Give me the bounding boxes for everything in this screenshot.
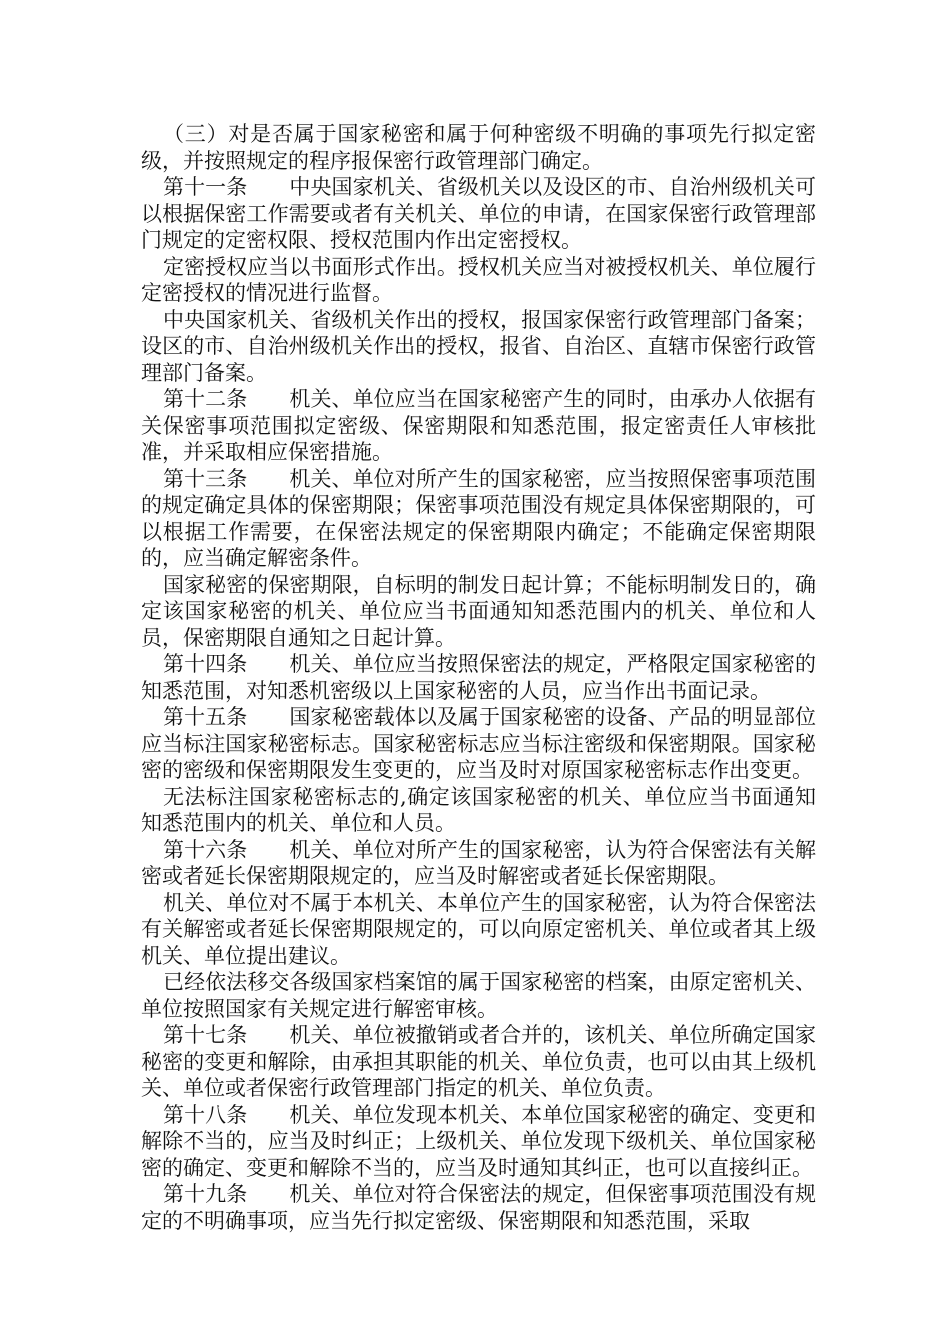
paragraph-article-13: 第十三条 机关、单位对所产生的国家秘密，应当按照保密事项范围的规定确定具体的保密期限；保密事项范围没有规定具体保密期限的，可以根据工作需要，在保密法规定的保密期限内确定；不能确定保密期限的，应当确定解密条件。	[141, 466, 816, 570]
paragraph-article-16: 第十六条 机关、单位对所产生的国家秘密，认为符合保密法有关解密或者延长保密期限规定的，应当及时解密或者延长保密期限。	[141, 837, 816, 888]
paragraph-article-11: 第十一条 中央国家机关、省级机关以及设区的市、自治州级机关可以根据保密工作需要或者有关机关、单位的申请，在国家保密行政管理部门规定的定密权限、授权范围内作出定密授权。	[141, 175, 816, 252]
paragraph-article-16-suggestion: 机关、单位对不属于本机关、本单位产生的国家秘密，认为符合保密法有关解密或者延长保密期限规定的，可以向原定密机关、单位或者其上级机关、单位提出建议。	[141, 890, 816, 968]
paragraph-article-15: 第十五条 国家秘密载体以及属于国家秘密的设备、产品的明显部位应当标注国家秘密标志。国家秘密标志应当标注密级和保密期限。国家秘密的密级和保密期限发生变更的，应当及时对原国家秘密标志作出变更。	[141, 705, 816, 782]
paragraph-article-18: 第十八条 机关、单位发现本机关、本单位国家秘密的确定、变更和解除不当的，应当及时纠正；上级机关、单位发现下级机关、单位国家秘密的确定、变更和解除不当的，应当及时通知其纠正，也可以直接纠正。	[141, 1102, 816, 1180]
document-body	[141, 121, 816, 1234]
paragraph-article-19: 第十九条 机关、单位对符合保密法的规定，但保密事项范围没有规定的不明确事项，应当先行拟定密级、保密期限和知悉范围，采取	[141, 1182, 816, 1233]
paragraph-article-16-archives: 已经依法移交各级国家档案馆的属于国家秘密的档案，由原定密机关、单位按照国家有关规定进行解密审核。	[141, 970, 816, 1021]
paragraph-article-13-period: 国家秘密的保密期限，自标明的制发日起计算；不能标明制发日的，确定该国家秘密的机关、单位应当书面通知知悉范围内的机关、单位和人员，保密期限自通知之日起计算。	[141, 572, 816, 650]
paragraph-article-15-notice: 无法标注国家秘密标志的,确定该国家秘密的机关、单位应当书面通知知悉范围内的机关、单位和人员。	[141, 784, 816, 835]
paragraph-article-17: 第十七条 机关、单位被撤销或者合并的，该机关、单位所确定国家秘密的变更和解除，由承担其职能的机关、单位负责，也可以由其上级机关、单位或者保密行政管理部门指定的机关、单位负责。	[141, 1023, 816, 1100]
paragraph-article-14: 第十四条 机关、单位应当按照保密法的规定，严格限定国家秘密的知悉范围，对知悉机密级以上国家秘密的人员，应当作出书面记录。	[141, 652, 816, 703]
paragraph-article-12: 第十二条 机关、单位应当在国家秘密产生的同时，由承办人依据有关保密事项范围拟定密级、保密期限和知悉范围，报定密责任人审核批准，并采取相应保密措施。	[141, 387, 816, 464]
paragraph-article-11-written-form: 定密授权应当以书面形式作出。授权机关应当对被授权机关、单位履行定密授权的情况进行监督。	[141, 254, 816, 305]
paragraph-item-3-clause: （三）对是否属于国家秘密和属于何种密级不明确的事项先行拟定密级，并按照规定的程序报保密行政管理部门确定。	[141, 122, 816, 173]
paragraph-article-11-filing: 中央国家机关、省级机关作出的授权，报国家保密行政管理部门备案；设区的市、自治州级机关作出的授权，报省、自治区、直辖市保密行政管理部门备案。	[141, 307, 816, 385]
